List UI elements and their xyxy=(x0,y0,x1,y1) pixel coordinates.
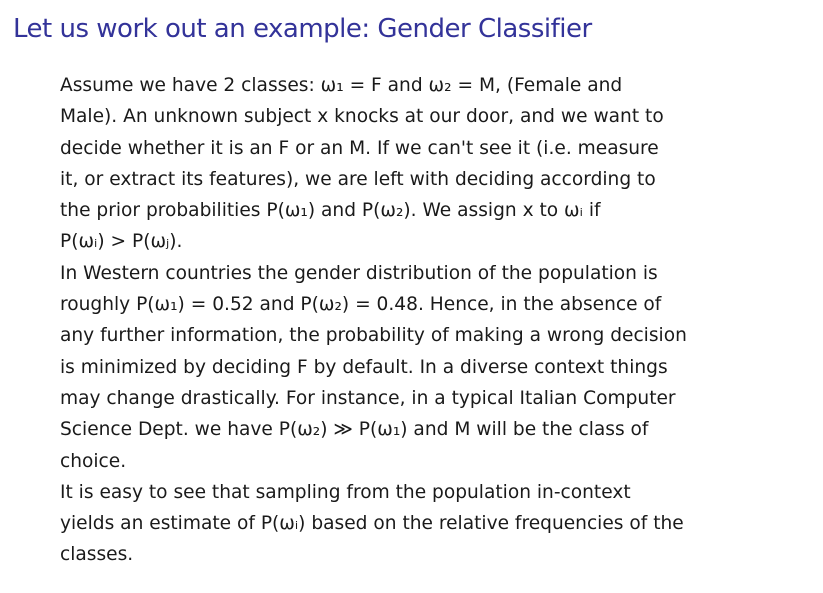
paragraph-western-distribution xyxy=(60,258,780,477)
text-line: decide whether it is an F or an M. If we can't see it (i.e. measure xyxy=(60,137,659,159)
text-line: classes. xyxy=(60,544,134,566)
text-line: the prior probabilities P(ω₁) and P(ω₂). We assign x to ωᵢ if xyxy=(60,200,601,222)
paragraph-priors xyxy=(60,70,780,258)
text-line: roughly P(ω₁) = 0.52 and P(ω₂) = 0.48. Hence, in the absence of xyxy=(60,294,662,316)
text-line: any further information, the probability of making a wrong decision xyxy=(60,325,687,347)
text-line: Science Dept. we have P(ω₂) ≫ P(ω₁) and M will be the class of xyxy=(60,419,649,441)
text-line: P(ωᵢ) > P(ωⱼ). xyxy=(60,231,183,253)
text-line: In Western countries the gender distribution of the population is xyxy=(60,262,658,284)
slide-body xyxy=(60,70,780,571)
text-line: yields an estimate of P(ωᵢ) based on the relative frequencies of the xyxy=(60,513,684,535)
text-line: it, or extract its features), we are left with deciding according to xyxy=(60,168,656,190)
slide-title: Let us work out an example: Gender Classifier xyxy=(13,14,592,44)
text-line: may change drastically. For instance, in a typical Italian Computer xyxy=(60,387,676,409)
text-line: Assume we have 2 classes: ω₁ = F and ω₂ = M, (Female and xyxy=(60,75,623,96)
text-line: Male). An unknown subject x knocks at our door, and we want to xyxy=(60,106,664,128)
text-line: It is easy to see that sampling from the population in-context xyxy=(60,481,631,503)
paragraph-sampling xyxy=(60,477,780,571)
text-line: choice. xyxy=(60,450,127,472)
text-line: is minimized by deciding F by default. In a diverse context things xyxy=(60,356,668,378)
